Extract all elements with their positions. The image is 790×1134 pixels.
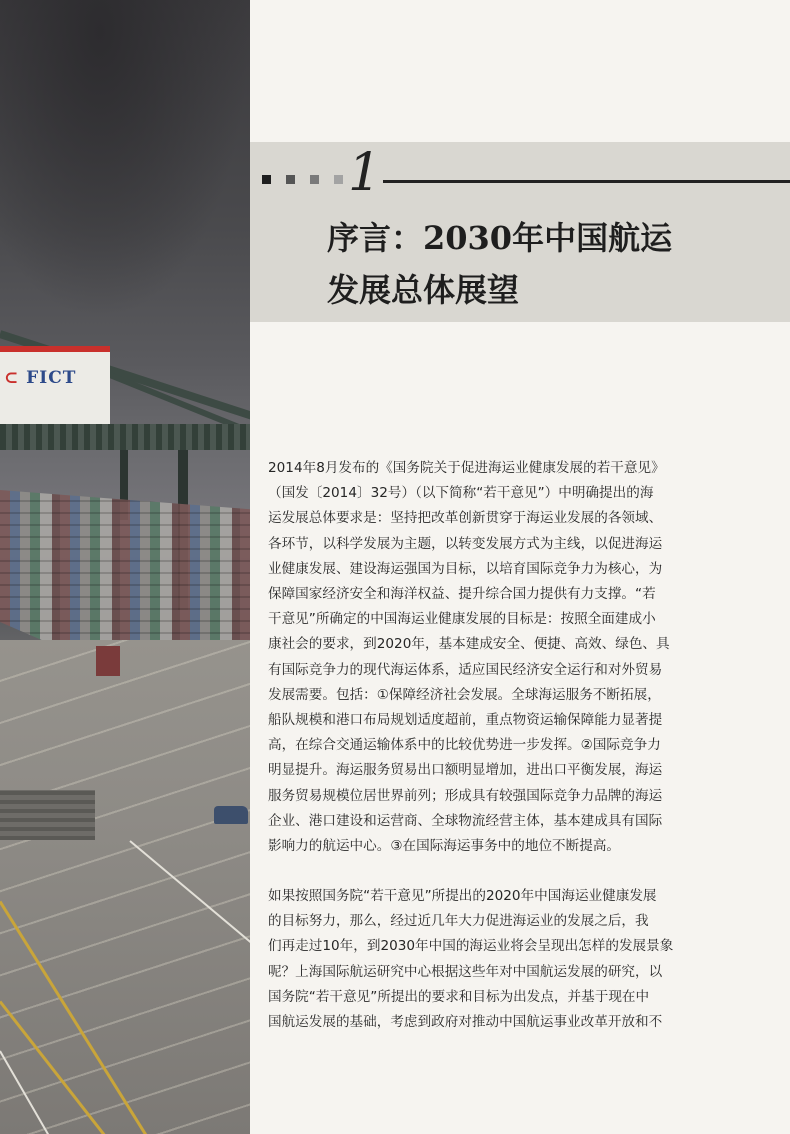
- text-line: 业健康发展、建设海运强国为目标，以培育国际竞争力为核心，为: [268, 560, 663, 577]
- chapter-rule: [383, 180, 790, 183]
- sky: [0, 0, 250, 320]
- container-red: [96, 646, 120, 676]
- text-line: 保障国家经济安全和海洋权益、提升综合国力提供有力支撑。“若: [268, 586, 656, 603]
- text-line: 各环节，以科学发展为主题，以转变发展方式为主线，以促进海运: [268, 535, 663, 552]
- chapter-number: 1: [348, 143, 382, 203]
- fict-sign: ⊂ FICT: [4, 368, 77, 388]
- text-line: 干意见”所确定的中国海运业健康发展的目标是：按照全面建成小: [268, 611, 656, 628]
- square-4: [334, 175, 343, 184]
- paragraph-1: [268, 456, 720, 859]
- chapter-title-line-1: 序言：2030年中国航运: [327, 219, 673, 257]
- cab-stripe: [0, 346, 110, 352]
- truck: [214, 806, 248, 824]
- container-yard: [0, 640, 250, 1134]
- text-line: 发展需要。包括：①保障经济社会发展。全球海运服务不断拓展，: [268, 686, 661, 703]
- chapter-header: [250, 142, 790, 322]
- text-line: 影响力的航运中心。③在国际海运事务中的地位不断提高。: [268, 838, 621, 855]
- text-line: 的目标努力，那么，经过近几年大力促进海运业的发展之后，我: [268, 913, 649, 930]
- text-line: 呢？上海国际航运研究中心根据这些年对中国航运发展的研究，以: [268, 963, 663, 980]
- square-2: [286, 175, 295, 184]
- text-line: 船队规模和港口布局规划适度超前，重点物资运输保障能力显著提: [268, 712, 663, 729]
- text-line: 运发展总体要求是：坚持把改革创新贯穿于海运业发展的各领域、: [268, 510, 663, 527]
- chapter-title-line-2: 发展总体展望: [327, 271, 520, 309]
- port-photo: [0, 0, 250, 1134]
- crane-cab: [0, 346, 110, 434]
- text-line: 们再走过10年，到2030年中国的海运业将会呈现出怎样的发展景象: [268, 938, 674, 955]
- container-stack-foreground: [0, 790, 95, 840]
- text-line: 明显提升。海运服务贸易出口额明显增加，进出口平衡发展，海运: [268, 762, 663, 779]
- square-1: [262, 175, 271, 184]
- text-line: 高，在综合交通运输体系中的比较优势进一步发挥。②国际竞争力: [268, 737, 661, 754]
- crane-gantry: [0, 424, 250, 450]
- text-line: 服务贸易规模位居世界前列；形成具有较强国际竞争力品牌的海运: [268, 787, 663, 804]
- text-line: 2014年8月发布的《国务院关于促进海运业健康发展的若干意见》: [268, 460, 665, 476]
- text-line: （国发〔2014〕32号）（以下简称“若干意见”）中明确提出的海: [268, 485, 654, 502]
- paragraph-2: [268, 884, 720, 1035]
- text-line: 有国际竞争力的现代海运体系，适应国民经济安全运行和对外贸易: [268, 661, 663, 678]
- fict-sign-text: FICT: [26, 368, 77, 388]
- text-line: 企业、港口建设和运营商、全球物流经营主体，基本建成具有国际: [268, 812, 663, 829]
- text-line: 国航运发展的基础，考虑到政府对推动中国航运事业改革开放和不: [268, 1014, 663, 1031]
- text-line: 如果按照国务院“若干意见”所提出的2020年中国海运业健康发展: [268, 888, 657, 904]
- text-line: 康社会的要求，到2020年，基本建成安全、便捷、高效、绿色、具: [268, 636, 670, 653]
- square-3: [310, 175, 319, 184]
- text-line: 国务院“若干意见”所提出的要求和目标为出发点，并基于现在中: [268, 988, 650, 1005]
